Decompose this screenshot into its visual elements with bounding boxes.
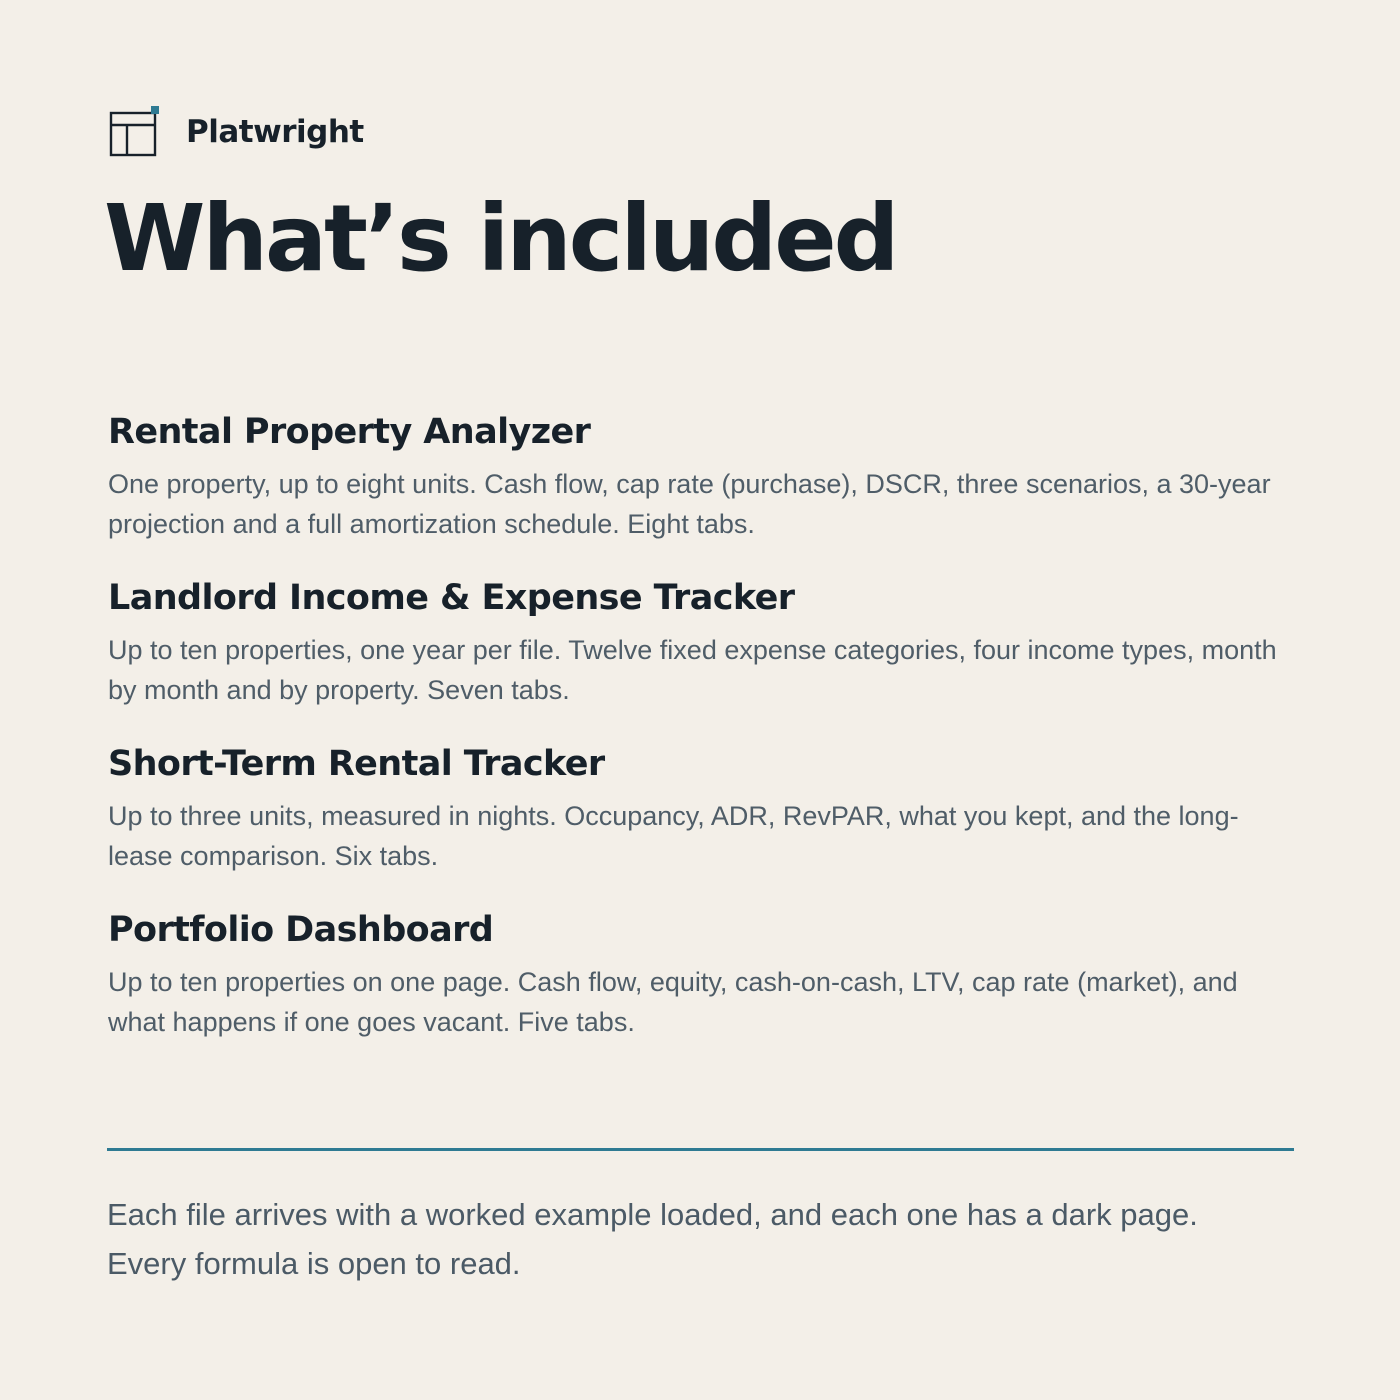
divider [107, 1148, 1294, 1151]
product-item [108, 906, 1298, 1072]
product-description: Up to ten properties, one year per file. Twelve fixed expense categories, four income types, month by month and by property. Seven tabs. [108, 635, 1277, 705]
product-item [108, 408, 1298, 574]
product-list [108, 408, 1298, 1072]
product-item [108, 574, 1298, 740]
floor-plan-icon [108, 106, 160, 158]
product-description: Up to ten properties on one page. Cash flow, equity, cash-on-cash, LTV, cap rate (market), and what happens if one goes vacant. Five tabs. [108, 967, 1238, 1037]
brand-name: Platwright [186, 113, 364, 150]
product-name: Short-Term Rental Tracker [108, 744, 605, 784]
product-name: Portfolio Dashboard [108, 910, 494, 950]
product-description: Up to three units, measured in nights. Occupancy, ADR, RevPAR, what you kept, and the long-lease comparison. Six tabs. [108, 801, 1239, 871]
footnote [107, 1190, 1307, 1288]
brand [108, 106, 364, 158]
product-item [108, 740, 1298, 906]
product-name: Landlord Income & Expense Tracker [108, 578, 795, 618]
page-title: What’s included [104, 185, 897, 292]
footnote-line-2: Every formula is open to read. [107, 1246, 521, 1281]
product-description: One property, up to eight units. Cash flow, cap rate (purchase), DSCR, three scenarios, a 30-year projection and a full amortization schedule. Eight tabs. [108, 469, 1271, 539]
product-name: Rental Property Analyzer [108, 412, 591, 452]
footnote-line-1: Each file arrives with a worked example loaded, and each one has a dark page. [107, 1197, 1198, 1232]
